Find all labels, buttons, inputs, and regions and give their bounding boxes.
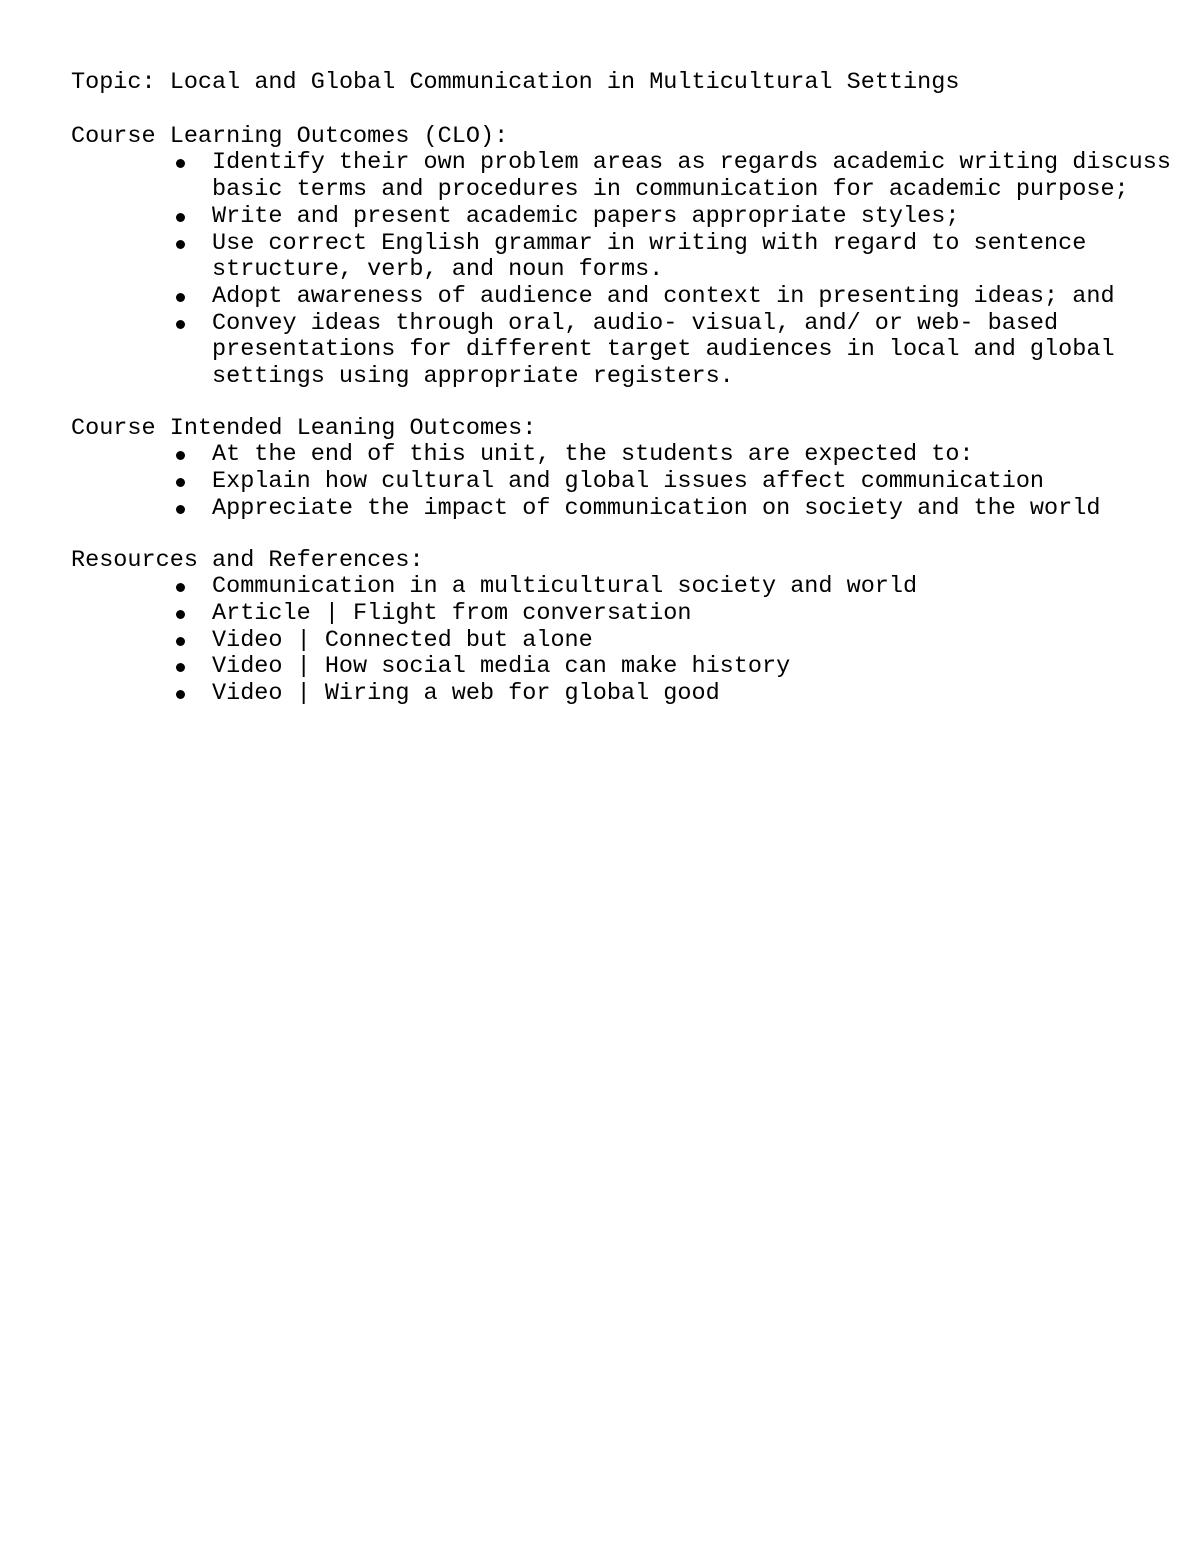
cilo-list [71,442,1171,522]
clo-section [71,124,1171,391]
bullet-icon [176,690,185,699]
list-item-text: Appreciate the impact of communication on society and the world [212,494,1101,522]
resources-section [71,548,1171,708]
list-item [212,654,1171,681]
bullet-icon [176,583,185,592]
list-item-text: Identify their own problem areas as regards academic writing discuss basic terms and procedures in communication for academic purpose; [212,149,1171,204]
bullet-icon [176,159,185,168]
list-item [212,150,1171,203]
list-item [212,469,1171,496]
list-item-text: Adopt awareness of audience and context in presenting ideas; and [212,282,1115,310]
list-item [212,311,1171,391]
clo-list [71,150,1171,390]
list-item [212,681,1171,708]
list-item-text: Write and present academic papers appropriate styles; [212,202,960,230]
resources-list [71,574,1171,708]
list-item-text: Video | Connected but alone [212,626,593,654]
list-item [212,231,1171,284]
bullet-icon [176,451,185,460]
bullet-icon [176,213,185,222]
list-item [212,628,1171,655]
bullet-icon [176,240,185,249]
bullet-icon [176,663,185,672]
bullet-icon [176,320,185,329]
list-item-text: At the end of this unit, the students are expected to: [212,441,974,469]
list-item-text: Convey ideas through oral, audio- visual, and/ or web- based presentations for different target audiences in local and global settings using appropriate registers. [212,309,1115,391]
resources-heading: Resources and References: [71,546,424,574]
bullet-icon [176,505,185,514]
list-item-text: Video | How social media can make history [212,653,791,681]
cilo-section [71,416,1171,523]
list-item [212,284,1171,311]
list-item-text: Video | Wiring a web for global good [212,680,720,708]
list-item-text: Communication in a multicultural society and world [212,573,918,601]
cilo-heading: Course Intended Leaning Outcomes: [71,414,537,442]
list-item [212,204,1171,231]
topic-heading: Topic: Local and Global Communication in Multicultural Settings [71,69,960,96]
bullet-icon [176,478,185,487]
list-item [212,574,1171,601]
bullet-icon [176,293,185,302]
bullet-icon [176,610,185,619]
list-item-text: Explain how cultural and global issues affect communication [212,468,1045,496]
list-item [212,442,1171,469]
list-item-text: Use correct English grammar in writing with regard to sentence structure, verb, and noun forms. [212,229,1087,284]
bullet-icon [176,637,185,646]
document-page [71,70,1171,733]
list-item [212,601,1171,628]
list-item [212,496,1171,523]
list-item-text: Article | Flight from conversation [212,599,692,627]
clo-heading: Course Learning Outcomes (CLO): [71,122,509,150]
